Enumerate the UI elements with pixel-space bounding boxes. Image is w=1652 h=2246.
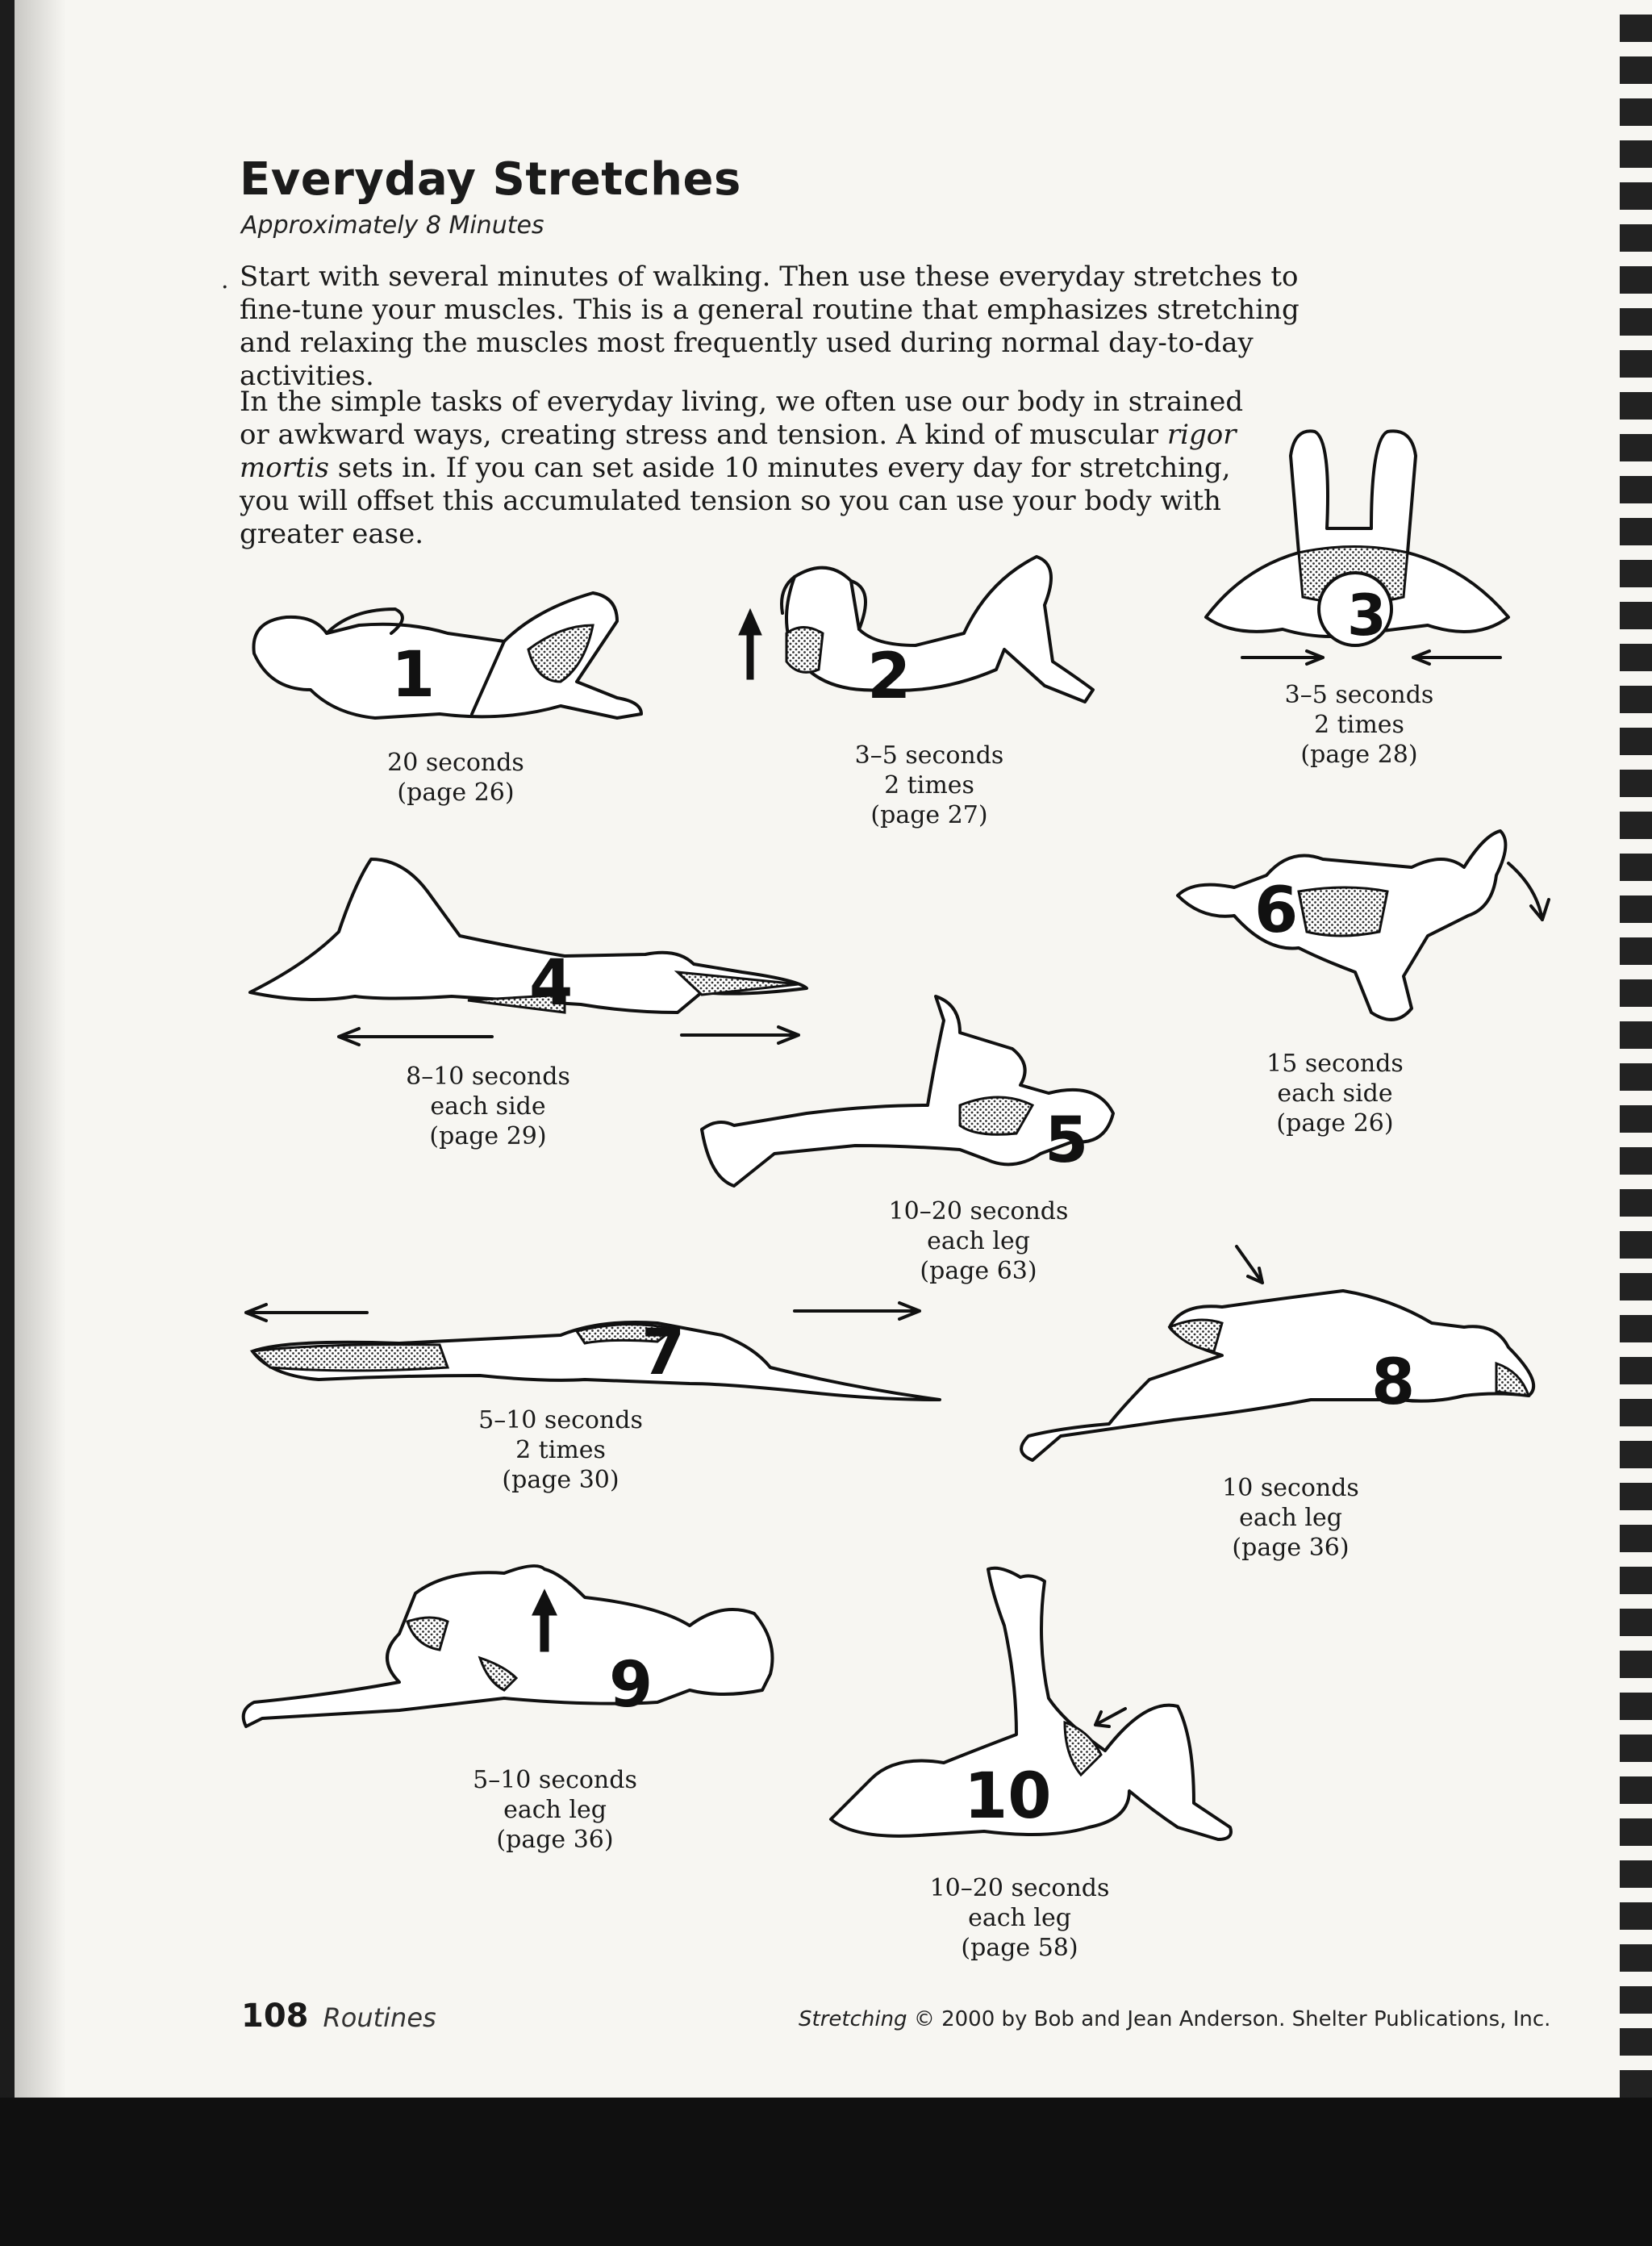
- stretch-3-number: 3: [1347, 582, 1387, 649]
- stretch-9-reps: each leg: [503, 1796, 607, 1824]
- stretch-5-illustration: [694, 992, 1218, 1194]
- section-name: Routines: [323, 2002, 436, 2033]
- page-footer-right: [799, 2007, 1550, 2031]
- stretch-4-caption: [383, 1062, 593, 1151]
- stretch-9-number: 9: [609, 1649, 653, 1722]
- stretch-4-duration: 8–10 seconds: [406, 1062, 570, 1091]
- intro-paragraph-2: [240, 386, 1280, 551]
- stretch-8-reps: each leg: [1239, 1504, 1342, 1532]
- stretch-4-reps: each side: [430, 1092, 546, 1121]
- stretch-2-number: 2: [867, 641, 912, 713]
- stretch-2-duration: 3–5 seconds: [854, 741, 1004, 770]
- stretch-2-illustration: [738, 541, 1166, 742]
- stretch-3-caption: [1254, 680, 1464, 770]
- stretch-8-illustration: [1012, 1242, 1553, 1472]
- stretch-7-caption: [456, 1405, 665, 1495]
- stretch-1-illustration: [238, 577, 706, 730]
- stretch-9-duration: 5–10 seconds: [473, 1766, 637, 1794]
- stretch-6-reps: each side: [1277, 1079, 1393, 1108]
- stretch-3-reps: 2 times: [1314, 711, 1404, 739]
- stretch-8-duration: 10 seconds: [1222, 1474, 1359, 1502]
- stretch-10-page: (page 58): [961, 1934, 1078, 1962]
- stretch-6-number: 6: [1254, 875, 1299, 947]
- stretch-8-page: (page 36): [1232, 1534, 1350, 1562]
- page-gutter-shadow: [15, 0, 66, 2098]
- stretch-7-number: 7: [641, 1317, 686, 1389]
- stretch-10-duration: 10–20 seconds: [929, 1874, 1110, 1902]
- stretch-8-number: 8: [1371, 1346, 1416, 1419]
- stretch-7-illustration: [238, 1287, 948, 1416]
- spiral-binding: [1620, 0, 1652, 2246]
- stretch-4-page: (page 29): [429, 1122, 547, 1150]
- background-surface: [0, 2098, 1652, 2246]
- page-subtitle: Approximately 8 Minutes: [241, 211, 544, 240]
- stretch-6-illustration: [1170, 819, 1557, 1037]
- stretch-3-duration: 3–5 seconds: [1284, 681, 1434, 709]
- stretch-3-page: (page 28): [1300, 741, 1418, 769]
- page-footer-left: [241, 1998, 436, 2035]
- stretch-1-number: 1: [391, 639, 436, 712]
- stretch-6-caption: [1230, 1049, 1440, 1138]
- stretch-7-page: (page 30): [502, 1466, 620, 1494]
- stretch-4-number: 4: [529, 947, 574, 1020]
- page-number: 108: [241, 1998, 309, 2035]
- stretch-9-page: (page 36): [496, 1826, 614, 1854]
- book-title: Stretching: [799, 2007, 907, 2031]
- stretch-10-caption: [915, 1873, 1124, 1963]
- stretch-2-caption: [824, 741, 1034, 830]
- stray-dot: .: [221, 266, 229, 294]
- stretch-6-page: (page 26): [1276, 1109, 1394, 1138]
- intro-paragraph-2-italic: rigor mortis: [240, 419, 1237, 484]
- stretch-10-number: 10: [964, 1760, 1052, 1833]
- stretch-8-caption: [1186, 1473, 1395, 1563]
- stretch-1-duration: 20 seconds: [387, 749, 524, 777]
- stretch-1-caption: [351, 748, 561, 808]
- intro-paragraph-2-start: In the simple tasks of everyday living, we often use our body in strained or awkward ways, creating stress and tension. A kind of muscular: [240, 386, 1244, 451]
- stretch-2-page: (page 27): [870, 801, 988, 829]
- intro-paragraph-2-end: sets in. If you can set aside 10 minutes every day for stretching, you will offset this accumulated tension so you can use your body with greater ease.: [240, 452, 1231, 550]
- page-title: Everyday Stretches: [240, 153, 741, 206]
- stretch-5-reps: each leg: [927, 1227, 1030, 1255]
- stretch-5-number: 5: [1045, 1104, 1089, 1177]
- stretch-3-illustration: [1202, 424, 1541, 666]
- stretch-9-illustration: [238, 1537, 786, 1771]
- stretch-5-page: (page 63): [920, 1257, 1037, 1285]
- stretch-7-duration: 5–10 seconds: [478, 1406, 643, 1434]
- intro-paragraph-1: Start with several minutes of walking. Then use these everyday stretches to fine-tune your muscles. This is a general routine that emphasizes stretching and relaxing the muscles most frequently used during normal day-to-day activities.: [240, 261, 1299, 392]
- copyright-notice: © 2000 by Bob and Jean Anderson. Shelter Publications, Inc.: [913, 2007, 1551, 2031]
- stretch-2-reps: 2 times: [884, 771, 974, 799]
- stretch-1-page: (page 26): [397, 779, 515, 807]
- stretch-9-caption: [450, 1765, 660, 1855]
- stretch-10-reps: each leg: [968, 1904, 1071, 1932]
- stretch-7-reps: 2 times: [515, 1436, 606, 1464]
- stretch-10-illustration: [823, 1561, 1274, 1872]
- stretch-6-duration: 15 seconds: [1266, 1050, 1404, 1078]
- stretch-5-duration: 10–20 seconds: [888, 1197, 1069, 1225]
